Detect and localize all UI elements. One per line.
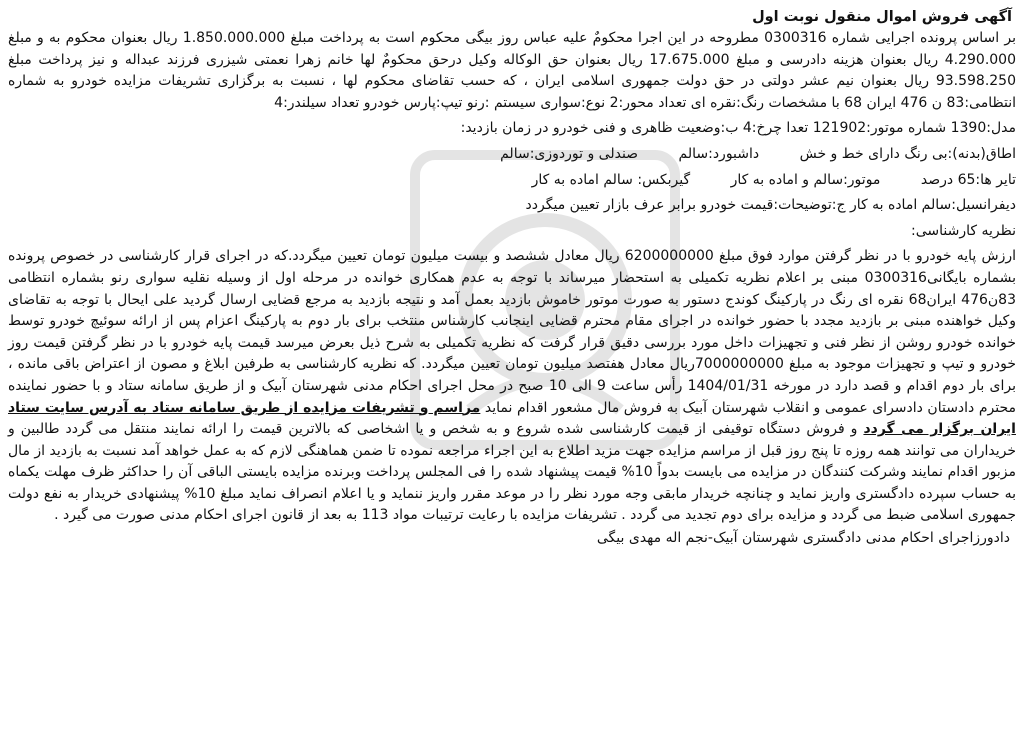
spec-line-body (8, 144, 1016, 166)
expert-heading: نظریه کارشناسی: (911, 222, 1016, 239)
spec-dashboard: داشبورد:سالم (678, 145, 760, 162)
spec-tires: تایر ها:65 درصد (920, 171, 1016, 188)
spec-seats: صندلی و توردوزی:سالم (500, 145, 639, 162)
expert-text-a: ارزش پایه خودرو با در نظر گرفتن موارد فوق مبلغ 6200000000 ریال معادل ششصد و بیست میلیون تومان تعیین میگردد.که در اجرای قرار کارشناسی در خصوص پرونده بشماره بایگانی0300316 مبنی بر اعلام نظریه تکمیلی به استحضار میرساند با توجه به عدم همکاری خوانده در مرحله اول از وسیله نقلیه سواری رنو بشماره انتظامی 83ن476 ایران68 نقره ای رنگ در پارکینگ کوندج دستور به صورت موتور خاموش بازدید بعمل آمد و نتیجه بازدید به مرجع قضایی ارسال گردید علی ایحال با توجه به تقاضای وکیل خواهنده مبنی بر بازدید مجدد با حضور خوانده در اجرای مقام محترم قضایی اینجانب کارشناس منتخب برای بار دوم به پارکینگ اعزام پس از ارائه سوئیچ خودرو توسط خوانده خودرو روشن از نظر فنی و تجهیزات داخل مورد بررسی دقیق قرار گرفت که نظریه تکمیلی به شرح ذیل بعرض میرسد قیمت پایه خودرو با در نظر گرفتن قیمت روز خودرو و تیپ و تجهیزات موجود به مبلغ 7000000000ریال معادل هفتصد میلیون تومان تعیین میگردد. که نظریه کارشناسی به طرفین ابلاغ و مصون از اعتراض باقی مانده ، برای بار دوم اقدام و قصد دارد در مورخه 1404/01/31 رأس ساعت 9 الی 10 صبح در محل اجرای احکام مدنی شهرستان آبیک و از طریق سامانه ستاد و با حضور نماینده محترم دادستان دادسرای عمومی و انقلاب شهرستان آبیک به فروش مال مشعور اقدام نماید (8, 248, 1017, 416)
expert-text-b: و فروش دستگاه توقیفی از قیمت کارشناسی شده شروع و به شخص و یا اشخاصی که بالاترین قیمت را ارائه نمایند منتقل می گردد طالبین و خریداران می توانند همه روزه تا پنج روز قبل از مراسم مزایده جهت مزید اطلاع به این اجراء مراجعه نموده تا ضمن هماهنگی لازم که به عمل خواهد آمد نسبت به بازدید از مال مزبور اقدام نمایند وشرکت کنندگان در مزایده می بایست بدواً 10% قیمت پیشنهاد شده را فی المجلس پرداخت وبرنده مزایده بایستی الباقی آن را حداکثر ظرف مهلت یکماه به حساب سپرده دادگستری واریز نماید و چنانچه خریدار مابقی وجه مورد نظر را در موعد مقرر واریز ننماید و یا اعلام انصراف نماید مبلغ 10% پیشنهادی خریدار به نفع دولت جمهوری اسلامی ضبط می گردد و مزایده برای دوم تجدید می گردد . تشریفات مزایده با رعایت ترتیبات مواد 113 به بعد از قانون اجرای احکام مدنی صورت می گیرد . (8, 421, 1016, 524)
spec-line-model: مدل:1390 شماره موتور:121902 تعدا چرخ:4 ب:وضعیت ظاهری و فنی خودرو در زمان بازدید: (460, 120, 1016, 137)
signature: دادورزاجرای احکام مدنی دادگستری شهرستان آبیک-نجم اله مهدی بیگی (596, 530, 1010, 547)
expert-paragraph (8, 246, 1016, 527)
notice-title: آگهی فروش اموال منقول نوبت اول (752, 9, 1012, 25)
auction-notice (8, 6, 1016, 550)
auction-site-notice: مراسم و تشریفات مزایده از طریق سامانه ستاد به آدرس سایت ستاد ایران برگزار می گردد (8, 399, 1016, 438)
spec-line-differential: دیفرانسیل:سالم اماده به کار ج:توضیحات:قیمت خودرو برابر عرف بازار تعیین میگردد (525, 197, 1016, 214)
spec-body: اطاق(بدنه):بی رنگ دارای خط و خش (799, 145, 1016, 162)
spec-line-tires (8, 170, 1016, 192)
spec-gearbox: گیربکس: سالم اماده به کار (531, 171, 691, 188)
intro-paragraph: بر اساس پرونده اجرایی شماره 0300316 مطروحه در این اجرا محکومٌ علیه عباس روز بیگی محکوم است به پرداخت مبلغ 1.850.000.000 ریال بعنوان محکوم به و مبلغ 4.290.000 ریال بعنوان هزینه دادرسی و مبلغ 17.675.000 ریال بعنوان حق الوکاله وکیل درحق محکومٌ لها خانم زهرا نعمتی شیزری فرزند عبداله و نیز پرداخت مبلغ 93.598.250 ریال بعنوان نیم عشر دولتی در حق دولت جمهوری اسلامی ایران ، که حسب تقاضای محکوم لها ، نسبت به برگزاری تشریفات مزایده خودرو به شماره انتظامی:83 ن 476 ایران 68 با مشخصات رنگ:نقره ای تعداد محور:2 نوع:سواری سیستم :رنو تیپ:پارس خودرو تعداد سیلندر:4 (8, 30, 1017, 111)
spec-engine: موتور:سالم و اماده به کار (730, 171, 881, 188)
